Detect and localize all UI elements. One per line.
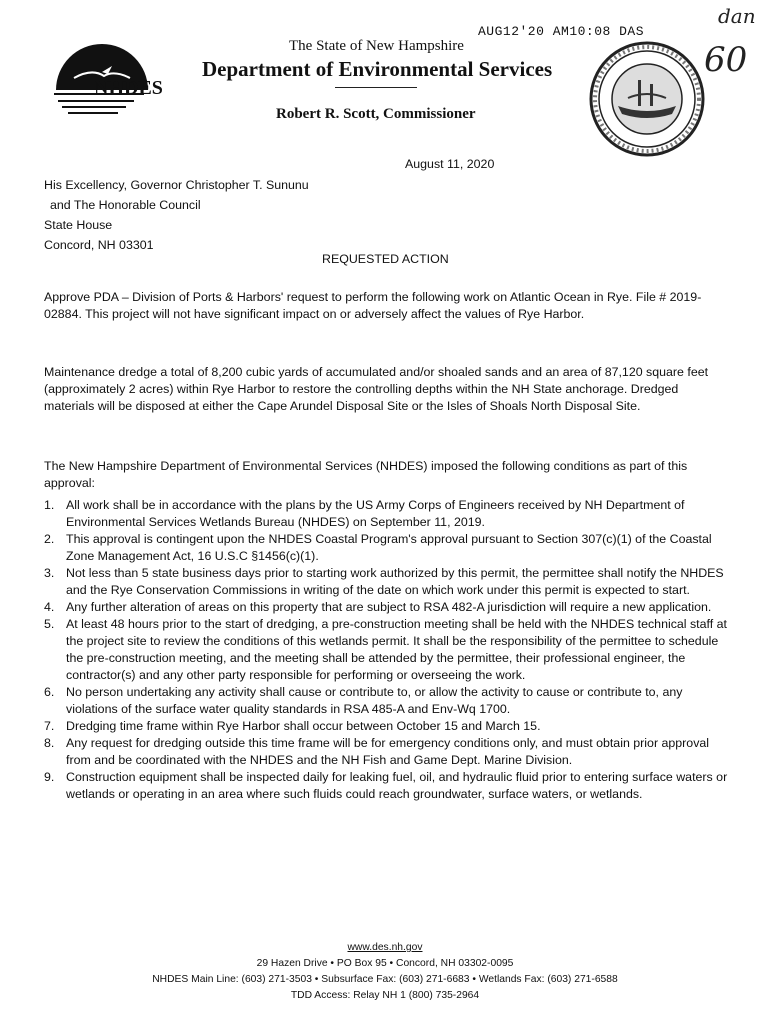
handwritten-initials: dan xyxy=(718,4,756,28)
condition-number: 6. xyxy=(44,685,55,699)
website-link[interactable]: www.des.nh.gov xyxy=(347,942,423,953)
handwritten-item-number: 60 xyxy=(704,40,748,80)
condition-text: Any further alteration of areas on this property that are subject to RSA 482-A jurisdiction will require a new application. xyxy=(66,600,712,614)
letterhead-footer xyxy=(0,940,770,1004)
condition-number: 1. xyxy=(44,498,55,512)
condition-item xyxy=(44,718,734,735)
condition-number: 7. xyxy=(44,719,55,733)
address-line: His Excellency, Governor Christopher T. Sununu xyxy=(44,178,309,192)
condition-item xyxy=(44,684,734,718)
condition-text: Dredging time frame within Rye Harbor shall occur between October 15 and March 15. xyxy=(66,719,541,733)
address-line: and The Honorable Council xyxy=(50,198,201,212)
nhdes-logo-text: NHDES xyxy=(94,77,163,99)
condition-item xyxy=(44,599,734,616)
condition-text: All work shall be in accordance with the plans by the US Army Corps of Engineers received by NH Department of Environmental Services Wetlands Bureau (NHDES) on September 11, 2019. xyxy=(66,498,685,529)
condition-text: No person undertaking any activity shall cause or contribute to, or allow the activity to cause or contribute to, any violations of the surface water quality standards in RSA 485-A and Env-Wq 1700. xyxy=(66,685,683,716)
condition-item xyxy=(44,497,734,531)
condition-text: Any request for dredging outside this time frame will be for emergency conditions only, and must obtain prior approval from and be coordinated with the NHDES and the NH Fish and Game Dept. Marine Division. xyxy=(66,736,710,767)
condition-text: At least 48 hours prior to the start of dredging, a pre-construction meeting shall be held with the NHDES technical staff at the project site to review the conditions of this wetlands permit. It shall be the responsibility of the permittee to schedule the pre-construction meeting, and the meeting shall be attended by the permittee, their professional engineer, the contractor(s) and any other party responsible for performing or overseeing the work. xyxy=(66,617,727,682)
condition-text: Construction equipment shall be inspected daily for leaking fuel, oil, and hydraulic fluid prior to entering surface waters or wetlands or operating in an area where such fluids could reach groundwater, surface waters, or wetlands. xyxy=(66,770,728,801)
condition-number: 3. xyxy=(44,566,55,580)
condition-number: 8. xyxy=(44,736,55,750)
received-stamp: AUG12'20 AM10:08 DAS xyxy=(478,24,645,39)
condition-number: 9. xyxy=(44,770,55,784)
letter-date: August 11, 2020 xyxy=(405,157,495,171)
condition-text: Not less than 5 state business days prior to starting work authorized by this permit, the permittee shall notify the NHDES and the Rye Conservation Commissions in writing of the date on which work under this permit is expected to start. xyxy=(66,566,724,597)
state-seal xyxy=(588,40,706,158)
condition-item xyxy=(44,735,734,769)
condition-number: 2. xyxy=(44,532,55,546)
address-line: Concord, NH 03301 xyxy=(44,238,154,252)
footer-tdd: TDD Access: Relay NH 1 (800) 735-2964 xyxy=(290,990,480,1001)
department-title: Department of Environmental Services xyxy=(202,57,553,81)
commissioner-name: Robert R. Scott, Commissioner xyxy=(276,106,476,122)
nhdes-logo xyxy=(44,38,186,124)
footer-phone-numbers: NHDES Main Line: (603) 271-3503 • Subsurface Fax: (603) 271-6683 • Wetlands Fax: (603) 271-6588 xyxy=(152,974,618,985)
paragraph-request: Approve PDA – Division of Ports & Harbors' request to perform the following work on Atlantic Ocean in Rye. File # 2019-02884. This project will not have significant impact on or adversely affect the values of Rye Harbor. xyxy=(44,290,702,321)
condition-text: This approval is contingent upon the NHDES Coastal Program's approval pursuant to Section 307(c)(1) of the Coastal Zone Management Act, 16 U.S.C §1456(c)(1). xyxy=(66,532,712,563)
footer-address: 29 Hazen Drive • PO Box 95 • Concord, NH 03302-0095 xyxy=(256,958,514,969)
conditions-list xyxy=(44,497,734,803)
condition-item xyxy=(44,769,734,803)
condition-item xyxy=(44,531,734,565)
address-line: State House xyxy=(44,218,113,232)
state-name: The State of New Hampshire xyxy=(289,38,464,54)
header-divider xyxy=(335,87,417,88)
condition-number: 5. xyxy=(44,617,55,631)
condition-item xyxy=(44,565,734,599)
recipient-address xyxy=(44,177,309,257)
condition-number: 4. xyxy=(44,600,55,614)
paragraph-conditions-intro: The New Hampshire Department of Environmental Services (NHDES) imposed the following conditions as part of this approval: xyxy=(44,459,688,490)
requested-action-heading: REQUESTED ACTION xyxy=(322,252,449,266)
condition-item xyxy=(44,616,734,684)
paragraph-project-description: Maintenance dredge a total of 8,200 cubic yards of accumulated and/or shoaled sands and an area of 87,120 square feet (approximately 2 acres) within Rye Harbor to restore the controlling depths within the NH State anchorage. Dredged materials will be disposed at either the Cape Arundel Disposal Site or the Isles of Shoals North Disposal Site. xyxy=(44,365,709,413)
